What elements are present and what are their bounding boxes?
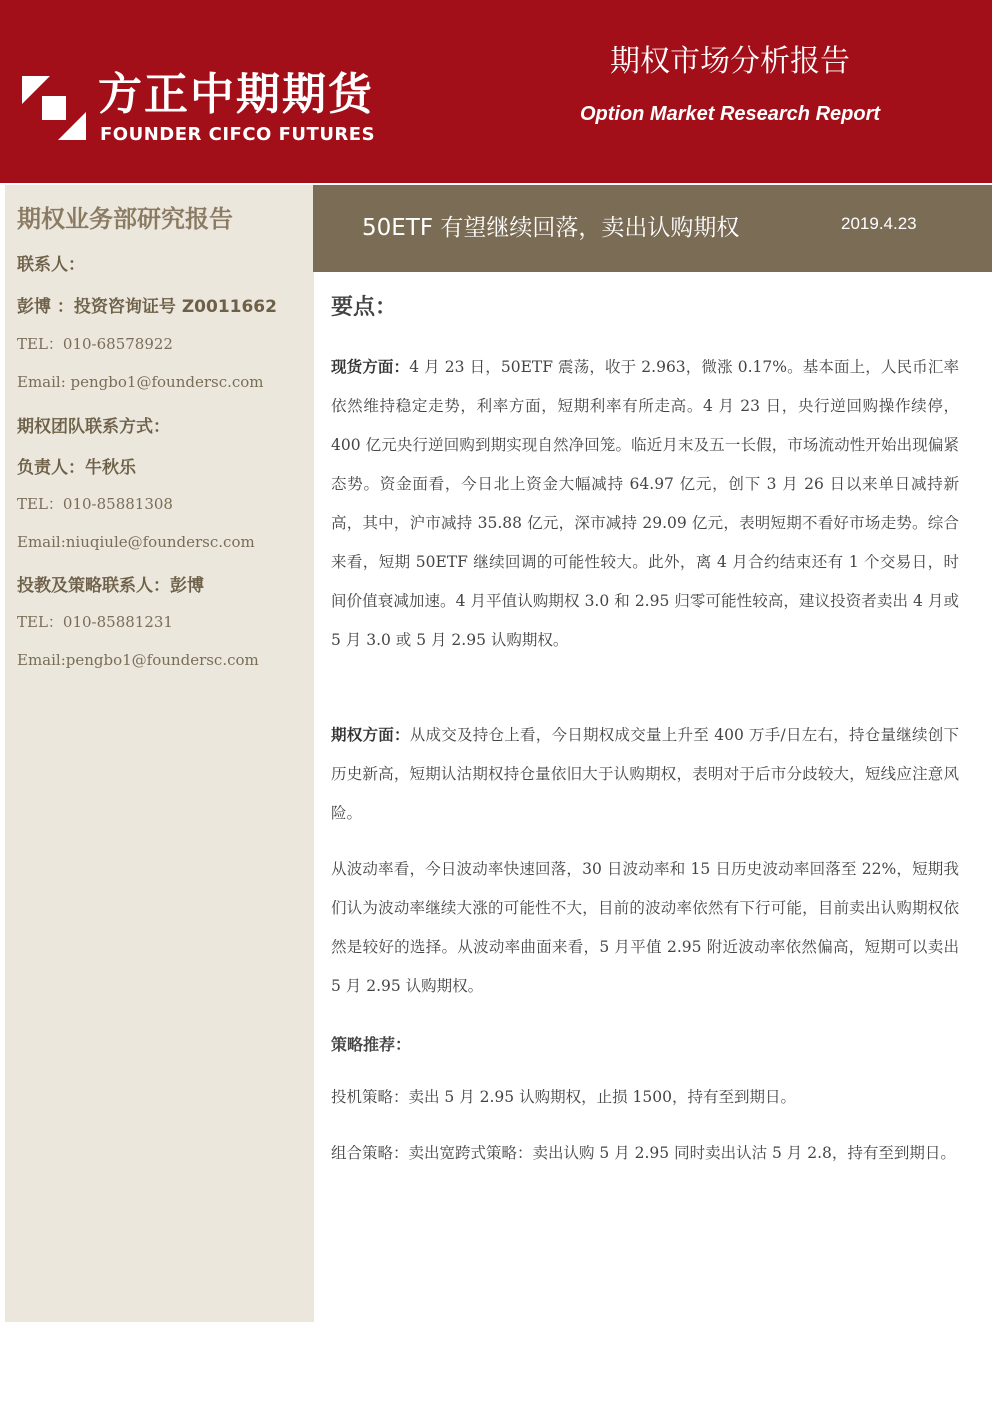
contact-tel: TEL：010-68578922 xyxy=(17,335,173,353)
logo-english-text: FOUNDER CIFCO FUTURES xyxy=(100,124,376,145)
spot-text: 4 月 23 日，50ETF 震荡，收于 2.963，微涨 0.17%。基本面上，人民币汇率依然维持稳定走势，利率方面，短期利率有所走高。4 月 23 日，央行逆回购操作续停，400 亿元央行逆回购到期实现自然净回笼。临近月末及五一长假，市场流动性开始出现偏紧态势。资金面看，今日北上资金大幅减持 64.97 亿元，创下 3 月 26 日以来单日减持新高，其中，沪市减持 35.88 亿元，深市减持 29.09 亿元，表明短期不看好市场走势。综合来看，短期 50ETF 继续回调的可能性较大。此外，离 4 月合约结束还有 1 个交易日，时间价值衰减加速。4 月平值认购期权 3.0 和 2.95 归零可能性较高，建议投资者卖出 4 月或 5 月 3.0 或 5 月 2.95 认购期权。 xyxy=(331,358,959,649)
team-tel: TEL：010-85881308 xyxy=(17,495,173,513)
report-type-english: Option Market Research Report xyxy=(579,103,881,125)
logo-chinese-text: 方正中期期货 xyxy=(98,69,374,120)
key-points-heading: 要点： xyxy=(331,295,398,320)
strategy-tel: TEL：010-85881231 xyxy=(17,613,173,631)
team-label: 期权团队联系方式： xyxy=(17,417,170,437)
strategy-contact-label: 投教及策略联系人：彭博 xyxy=(17,576,204,596)
volatility-paragraph: 从波动率看，今日波动率快速回落，30 日波动率和 15 日历史波动率回落至 22%，短期我们认为波动率继续大涨的可能性不大，目前的波动率依然有下行可能，目前卖出认购期权依然是较好的选择。从波动率曲面来看，5 月平值 2.95 附近波动率依然偏高，短期可以卖出 5 月 2.95 认购期权。 xyxy=(331,860,959,995)
contact-name: 彭博 ：投资咨询证号 Z0011662 xyxy=(17,297,277,317)
option-text: 从成交及持仓上看，今日期权成交量上升至 400 万手/日左右，持仓量继续创下历史新高，短期认沽期权持仓量依旧大于认购期权，表明对于后市分歧较大，短线应注意风险。 xyxy=(331,726,959,822)
contact-label: 联系人： xyxy=(17,255,85,275)
report-date: 2019.4.23 xyxy=(841,214,917,233)
option-label: 期权方面： xyxy=(331,726,410,744)
contact-sidebar xyxy=(5,185,314,1322)
strategy-heading: 策略推荐： xyxy=(331,1035,412,1054)
founder-logo-icon xyxy=(22,76,86,140)
option-paragraph xyxy=(331,716,959,833)
sidebar-title: 期权业务部研究报告 xyxy=(17,205,233,233)
speculative-strategy: 投机策略：卖出 5 月 2.95 认购期权，止损 1500，持有至到期日。 xyxy=(331,1088,796,1106)
report-title: 50ETF 有望继续回落，卖出认购期权 xyxy=(362,215,740,241)
strategy-email[interactable]: Email:pengbo1@foundersc.com xyxy=(17,651,259,669)
team-email[interactable]: Email:niuqiule@foundersc.com xyxy=(17,533,255,551)
combination-strategy: 组合策略：卖出宽跨式策略：卖出认购 5 月 2.95 同时卖出认沽 5 月 2.8，持有至到期日。 xyxy=(331,1144,956,1162)
report-type-chinese: 期权市场分析报告 xyxy=(610,44,850,79)
contact-email[interactable]: Email: pengbo1@foundersc.com xyxy=(17,373,264,391)
team-lead: 负责人：牛秋乐 xyxy=(17,458,136,478)
spot-paragraph xyxy=(331,348,959,660)
spot-label: 现货方面： xyxy=(331,358,410,376)
